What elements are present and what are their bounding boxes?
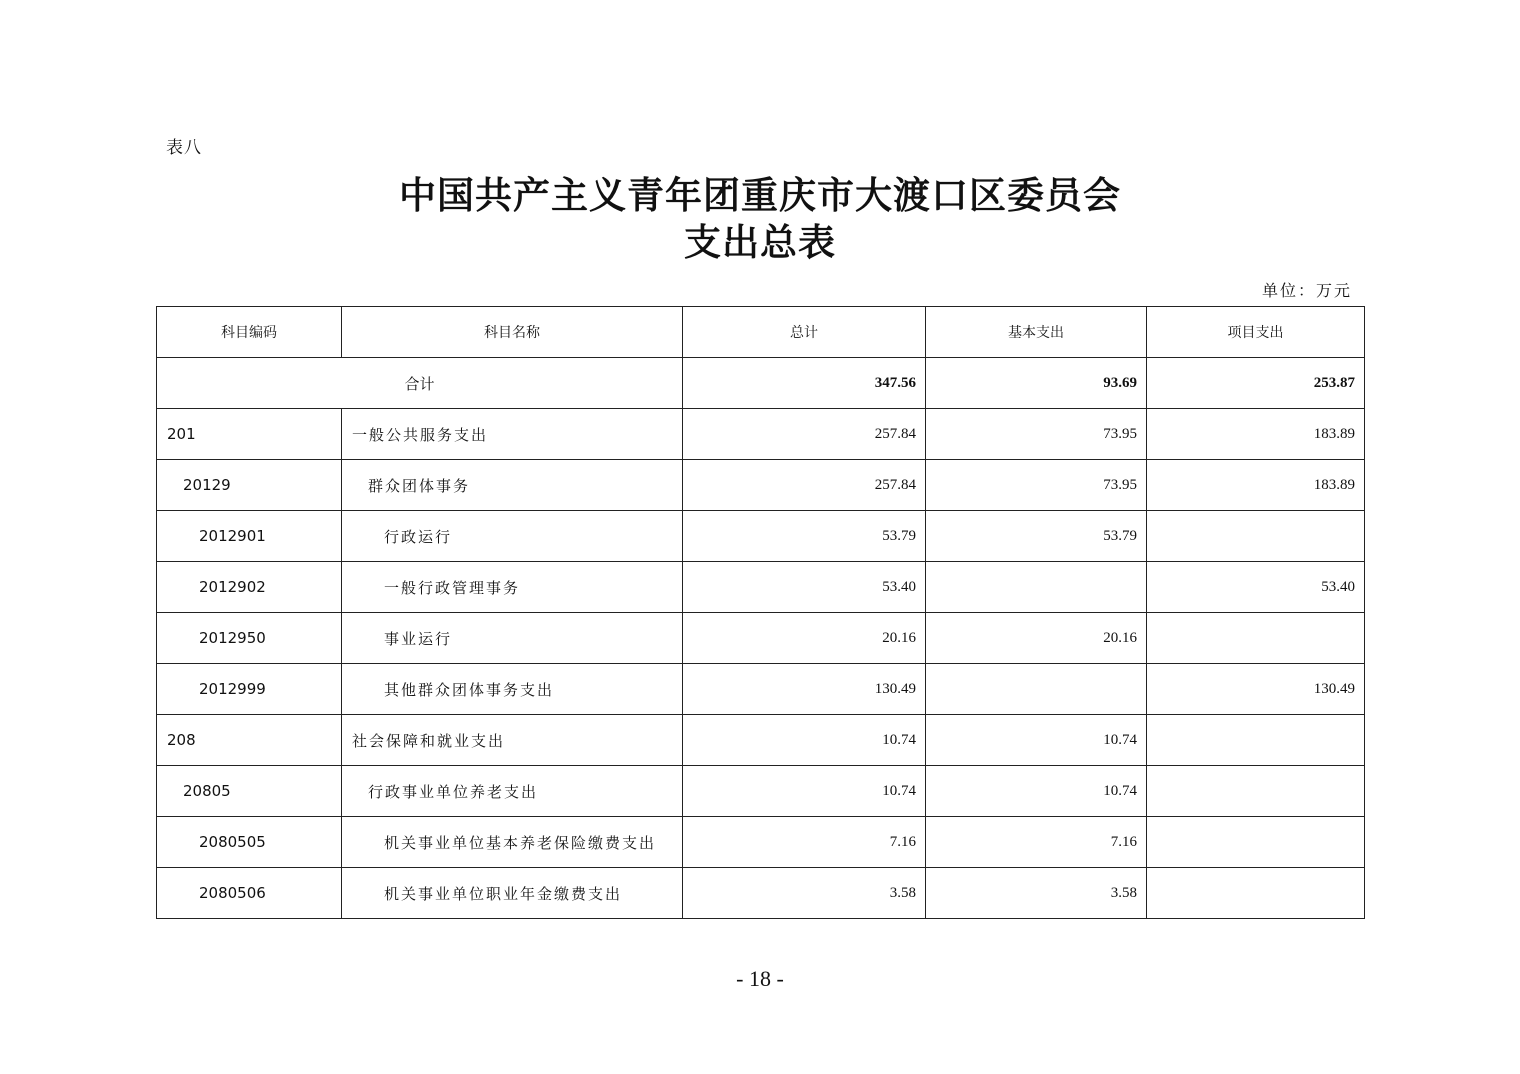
row-project [1147, 613, 1365, 664]
row-basic: 73.95 [926, 460, 1147, 511]
row-name: 社会保障和就业支出 [342, 715, 683, 766]
row-project [1147, 817, 1365, 868]
table-row [157, 409, 1365, 460]
table-row [157, 562, 1365, 613]
row-code: 2080506 [157, 868, 342, 919]
row-project: 183.89 [1147, 460, 1365, 511]
row-total: 7.16 [683, 817, 926, 868]
row-code: 2080505 [157, 817, 342, 868]
row-basic: 3.58 [926, 868, 1147, 919]
row-code: 2012999 [157, 664, 342, 715]
row-name: 一般公共服务支出 [342, 409, 683, 460]
row-basic [926, 562, 1147, 613]
row-basic: 7.16 [926, 817, 1147, 868]
document-title: 中国共产主义青年团重庆市大渡口区委员会 [399, 173, 1121, 217]
header-code: 科目编码 [157, 307, 342, 358]
row-project [1147, 715, 1365, 766]
table-row [157, 766, 1365, 817]
table-row [157, 817, 1365, 868]
row-code: 2012902 [157, 562, 342, 613]
row-name: 行政事业单位养老支出 [342, 766, 683, 817]
row-name: 群众团体事务 [342, 460, 683, 511]
table-row [157, 868, 1365, 919]
total-label: 合计 [157, 358, 683, 409]
total-total: 347.56 [683, 358, 926, 409]
row-total: 257.84 [683, 460, 926, 511]
header-project: 项目支出 [1147, 307, 1365, 358]
total-project: 253.87 [1147, 358, 1365, 409]
row-project [1147, 868, 1365, 919]
row-total: 53.79 [683, 511, 926, 562]
header-total: 总计 [683, 307, 926, 358]
table-label: 表八 [166, 138, 202, 158]
document-subtitle: 支出总表 [684, 220, 836, 264]
row-total: 10.74 [683, 715, 926, 766]
row-project: 53.40 [1147, 562, 1365, 613]
row-name: 机关事业单位基本养老保险缴费支出 [342, 817, 683, 868]
row-project: 183.89 [1147, 409, 1365, 460]
row-total: 257.84 [683, 409, 926, 460]
page-number: - 18 - [736, 966, 784, 991]
table-row [157, 613, 1365, 664]
row-project [1147, 766, 1365, 817]
table-row [157, 715, 1365, 766]
expense-summary-table [156, 306, 1365, 919]
row-total: 20.16 [683, 613, 926, 664]
header-name: 科目名称 [342, 307, 683, 358]
row-basic: 10.74 [926, 715, 1147, 766]
row-total: 3.58 [683, 868, 926, 919]
row-name: 机关事业单位职业年金缴费支出 [342, 868, 683, 919]
row-basic: 10.74 [926, 766, 1147, 817]
row-name: 一般行政管理事务 [342, 562, 683, 613]
total-basic: 93.69 [926, 358, 1147, 409]
row-project: 130.49 [1147, 664, 1365, 715]
row-basic: 53.79 [926, 511, 1147, 562]
row-basic [926, 664, 1147, 715]
row-total: 53.40 [683, 562, 926, 613]
row-code: 201 [157, 409, 342, 460]
table-header-row [157, 307, 1365, 358]
row-basic: 20.16 [926, 613, 1147, 664]
row-code: 2012901 [157, 511, 342, 562]
row-project [1147, 511, 1365, 562]
total-row [157, 358, 1365, 409]
row-basic: 73.95 [926, 409, 1147, 460]
row-code: 20805 [157, 766, 342, 817]
row-name: 事业运行 [342, 613, 683, 664]
table-row [157, 511, 1365, 562]
header-basic: 基本支出 [926, 307, 1147, 358]
row-code: 20129 [157, 460, 342, 511]
table-row [157, 664, 1365, 715]
row-code: 208 [157, 715, 342, 766]
row-total: 10.74 [683, 766, 926, 817]
row-total: 130.49 [683, 664, 926, 715]
row-code: 2012950 [157, 613, 342, 664]
row-name: 其他群众团体事务支出 [342, 664, 683, 715]
row-name: 行政运行 [342, 511, 683, 562]
unit-label: 单位：万元 [1261, 281, 1352, 300]
table-row [157, 460, 1365, 511]
